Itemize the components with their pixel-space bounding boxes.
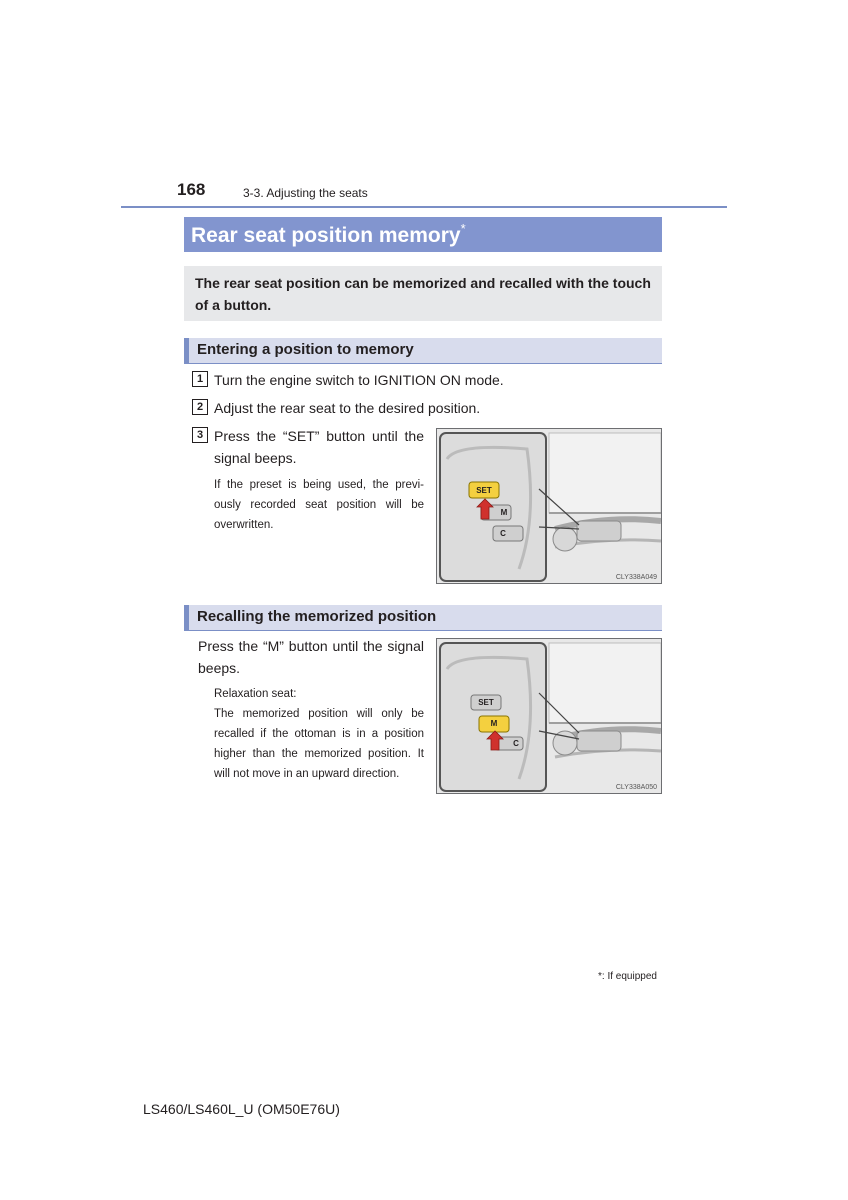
footer-model: LS460/LS460L_U (OM50E76U) [143, 1101, 340, 1117]
header-rule [121, 206, 727, 208]
relaxation-note-line-2: recalled if the ottoman is in a position [214, 728, 424, 740]
figure-code: CLY338A049 [615, 574, 657, 581]
relaxation-note-line-3: higher than the memorized position. It [214, 748, 424, 760]
relaxation-note-line-4: will not move in an upward direction. [214, 768, 400, 780]
step-number-2: 2 [192, 399, 208, 415]
page-title-bar [184, 217, 662, 252]
note-line-1: If the preset is being used, the previ- [214, 479, 424, 491]
step-number-3: 3 [192, 427, 208, 443]
relaxation-note-title: Relaxation seat: [214, 688, 297, 700]
figure-code-2: CLY338A050 [615, 784, 657, 791]
page-title [191, 221, 466, 248]
c-button-label: C [500, 529, 506, 538]
subheading-entering-text: Entering a position to memory [197, 341, 414, 358]
note-line-3: overwritten. [214, 519, 274, 531]
door-panel-illustration [437, 429, 662, 584]
step-text-2: Adjust the rear seat to the desired position. [214, 400, 481, 416]
m-button-label-2: M [490, 719, 498, 728]
figure-set-button [436, 428, 662, 584]
recall-text-line1: Press the “M” button until the signal [198, 638, 424, 654]
step-text-3-line2: signal beeps. [214, 450, 297, 466]
door-panel-illustration-2 [437, 639, 662, 794]
footnote: *: If equipped [598, 971, 657, 982]
m-button-label: M [500, 508, 508, 517]
figure-m-button [436, 638, 662, 794]
section-label: 3-3. Adjusting the seats [243, 186, 368, 200]
note-line-2: ously recorded seat position will be [214, 499, 424, 511]
title-footnote-mark: * [460, 221, 466, 236]
recall-text-line2: beeps. [198, 660, 241, 676]
set-button-label: SET [476, 486, 492, 495]
set-button-label-2: SET [478, 698, 494, 707]
step-text-1: Turn the engine switch to IGNITION ON mode. [214, 372, 504, 388]
intro-text: The rear seat position can be memorized and recalled with the touch of a button. [195, 275, 651, 313]
step-number-1: 1 [192, 371, 208, 387]
c-button-label-2: C [513, 739, 519, 748]
intro-box [184, 266, 662, 321]
step-text-3-line1: Press the “SET” button until the [214, 428, 424, 444]
page-title-text: Rear seat position memory [191, 224, 461, 247]
subheading-entering [184, 338, 662, 364]
relaxation-note-line-1: The memorized position will only be [214, 708, 424, 720]
page-number: 168 [177, 180, 206, 199]
subheading-recalling [184, 605, 662, 631]
subheading-recalling-text: Recalling the memorized position [197, 608, 437, 625]
